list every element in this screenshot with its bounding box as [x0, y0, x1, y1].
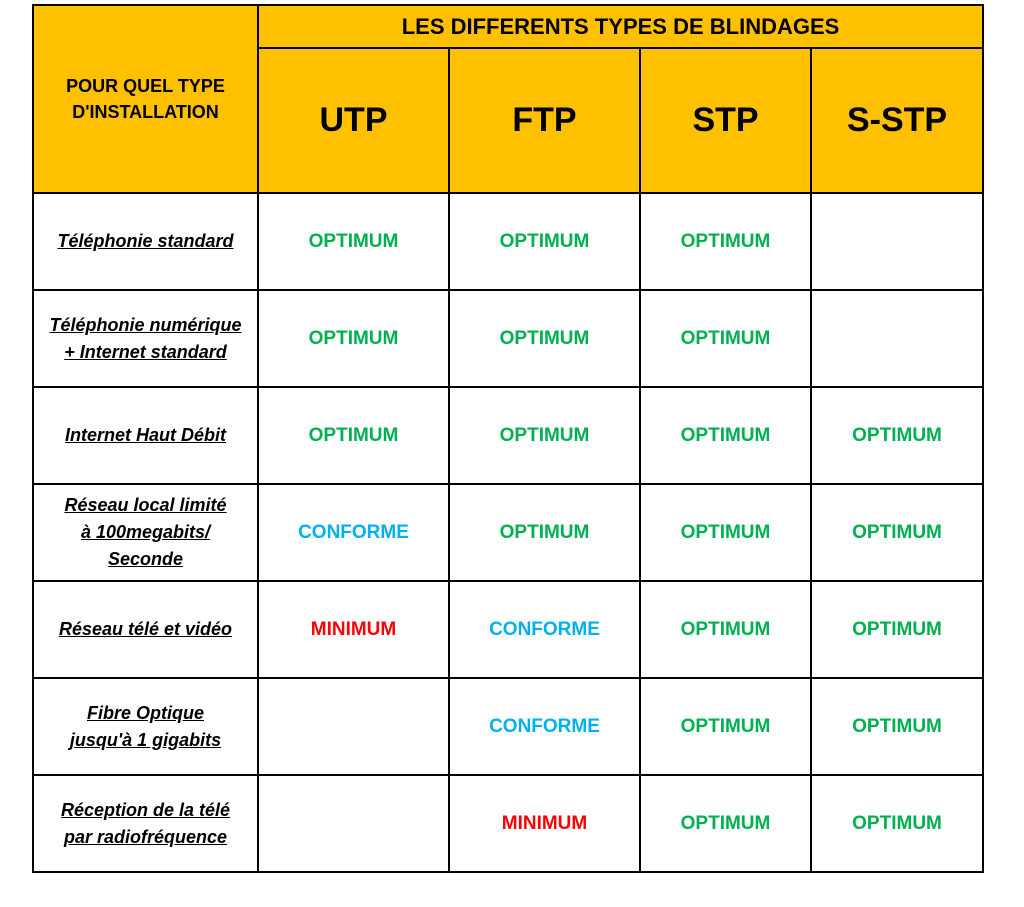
- empty-rating-cell: [258, 775, 449, 872]
- installation-label-line: jusqu'à 1 gigabits: [69, 729, 222, 750]
- rating-cell: OPTIMUM: [640, 387, 811, 484]
- installation-label-line: Téléphonie standard: [57, 231, 234, 251]
- installation-type-header: [33, 5, 258, 193]
- installation-label-line: à 100megabits/: [80, 522, 211, 542]
- installation-label-line: Téléphonie numérique: [49, 314, 242, 335]
- type-header-s-stp: S-STP: [811, 48, 983, 193]
- installation-label-line: Seconde: [107, 549, 184, 569]
- rating-cell: OPTIMUM: [449, 290, 640, 387]
- rating-cell: CONFORME: [258, 484, 449, 581]
- rating-cell: OPTIMUM: [811, 484, 983, 581]
- type-header-utp: UTP: [258, 48, 449, 193]
- rating-cell: OPTIMUM: [449, 193, 640, 290]
- installation-label: [33, 775, 258, 872]
- rating-cell: OPTIMUM: [640, 581, 811, 678]
- installation-label-line: Réseau télé et vidéo: [58, 619, 233, 639]
- rating-cell: OPTIMUM: [640, 290, 811, 387]
- installation-label: [33, 678, 258, 775]
- installation-label: [33, 290, 258, 387]
- installation-label-line: Réception de la télé: [60, 799, 231, 820]
- shielding-types-table: [32, 4, 984, 873]
- table-row: [33, 484, 983, 581]
- empty-rating-cell: [258, 678, 449, 775]
- rating-cell: OPTIMUM: [449, 387, 640, 484]
- rating-cell: CONFORME: [449, 678, 640, 775]
- empty-rating-cell: [811, 290, 983, 387]
- type-header-stp: STP: [640, 48, 811, 193]
- rating-cell: OPTIMUM: [258, 387, 449, 484]
- installation-label: [33, 193, 258, 290]
- installation-label-line: Fibre Optique: [87, 702, 204, 723]
- rating-cell: MINIMUM: [258, 581, 449, 678]
- installation-type-header-line-2: D'INSTALLATION: [72, 102, 219, 122]
- rating-cell: OPTIMUM: [640, 678, 811, 775]
- installation-label-line: Internet Haut Débit: [64, 425, 226, 445]
- table-body: [33, 193, 983, 872]
- installation-label: [33, 387, 258, 484]
- rating-cell: OPTIMUM: [258, 290, 449, 387]
- shielding-types-title: LES DIFFERENTS TYPES DE BLINDAGES: [258, 5, 983, 48]
- rating-cell: OPTIMUM: [811, 775, 983, 872]
- rating-cell: OPTIMUM: [640, 193, 811, 290]
- rating-cell: OPTIMUM: [258, 193, 449, 290]
- table-row: [33, 387, 983, 484]
- table-row: [33, 581, 983, 678]
- installation-label: [33, 581, 258, 678]
- rating-cell: MINIMUM: [449, 775, 640, 872]
- table-row: [33, 290, 983, 387]
- empty-rating-cell: [811, 193, 983, 290]
- rating-cell: OPTIMUM: [811, 581, 983, 678]
- installation-type-header-line-1: POUR QUEL TYPE: [66, 76, 225, 96]
- type-header-ftp: FTP: [449, 48, 640, 193]
- installation-label-line: Réseau local limité: [64, 495, 227, 515]
- rating-cell: CONFORME: [449, 581, 640, 678]
- installation-label: [33, 484, 258, 581]
- table-row: [33, 775, 983, 872]
- table-row: [33, 193, 983, 290]
- rating-cell: OPTIMUM: [811, 678, 983, 775]
- rating-cell: OPTIMUM: [449, 484, 640, 581]
- table-row: [33, 678, 983, 775]
- rating-cell: OPTIMUM: [640, 775, 811, 872]
- installation-label-line: par radiofréquence: [63, 826, 228, 847]
- rating-cell: OPTIMUM: [811, 387, 983, 484]
- rating-cell: OPTIMUM: [640, 484, 811, 581]
- installation-label-line: + Internet standard: [64, 341, 227, 362]
